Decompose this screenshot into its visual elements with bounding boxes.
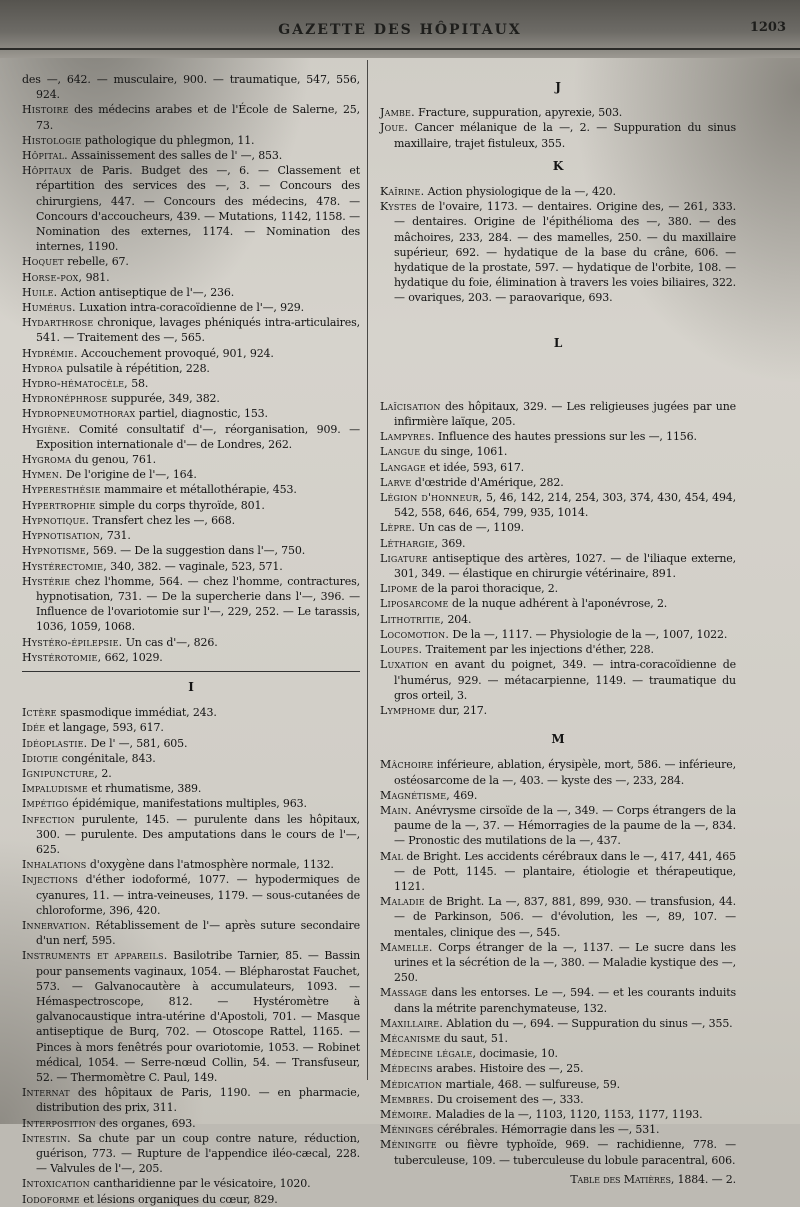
page-number: 1203 [749, 20, 786, 35]
index-entry [22, 736, 360, 751]
index-entry-text: épidémique, manifestations multiples, 963. [72, 797, 307, 811]
index-entry [380, 803, 736, 849]
index-entry [22, 315, 360, 345]
index-entry-text: Luxation intra-coracoïdienne de l'—, 929. [79, 301, 304, 315]
index-entry-heading: Langue [380, 445, 421, 459]
index-entry [380, 596, 736, 611]
index-entry [380, 536, 736, 551]
index-entry-heading: Luxation [380, 658, 429, 672]
index-entry-text: cantharidienne par le vésicatoire, 1020. [93, 1177, 311, 1191]
left-column [22, 72, 360, 1207]
index-entry-heading: Hymen. [22, 468, 63, 482]
index-entry [22, 720, 360, 735]
index-section-k [380, 184, 736, 306]
index-entry-heading: Hygiène. [22, 422, 71, 436]
index-entry-heading: Méninges [380, 1123, 434, 1137]
index-entry [22, 498, 360, 513]
index-entry [380, 199, 736, 305]
index-entry [380, 1061, 736, 1076]
index-entry [380, 627, 736, 642]
index-entry [22, 1116, 360, 1131]
index-entry-text: arabes. Histoire des —, 25. [436, 1062, 584, 1076]
index-entry [380, 940, 736, 986]
index-entry-heading: Médecins [380, 1062, 433, 1076]
index-entry-heading: Jambe. [380, 106, 415, 120]
index-entry [22, 650, 360, 665]
index-entry-text: de l'ovaire, 1173. — dentaires. Origine des, — 261, 333. — dentaires. Origine de l'épithélioma des —, 380. — des mâchoires, 233, 284. — des mamelles, 250. — du maxillaire supérieur, 692. — hydatique de la base du crâne, 606. — hydatique de la prostate, 597. — hydatique de l'orbite, 108. — hydatique du foie, élimination à travers les voies biliaires, 322. — ovariques, 203. — paraovarique, 693. [394, 200, 736, 305]
index-entry-text: rebelle, 67. [67, 255, 129, 269]
index-entry-text: Comité consultatif d'—, réorganisation, 909. — Exposition internationale d'— de Londres, 262. [36, 422, 360, 451]
index-entry [380, 475, 736, 490]
index-entry-heading: Larve [380, 475, 412, 489]
index-entry-text: Rétablissement de l'— après suture secondaire d'un nerf, 595. [36, 918, 360, 948]
index-entry-heading: Interposition [22, 1116, 96, 1130]
index-entry [22, 635, 360, 650]
index-entry-text: simple du corps thyroïde, 801. [99, 498, 265, 512]
index-entry [22, 482, 360, 497]
index-entry-text: d'œstride d'Amérique, 282. [414, 475, 564, 489]
index-entry [22, 102, 360, 132]
index-entry-text: Sa chute par un coup contre nature, réduction, guérison, 773. — Rupture de l'appendice iléo-cæcal, 228. — Valvules de l'—, 205. [36, 1131, 360, 1176]
index-entry-text: et lésions organiques du cœur, 829. [83, 1192, 278, 1206]
index-entry-text: chez l'homme, 564. — chez l'homme, contractures, hypnotisation, 731. — De la supercherie dans l'—, 396. — Influence de l'ovariotomie sur l'—, 229, 252. — Le tarassis, 1036, 1059, 1068. [36, 574, 360, 634]
index-entry-heading: Hydro-hématocèle, [22, 377, 128, 391]
index-entry-text: suppurée, 349, 382. [110, 392, 220, 406]
index-entry-text: de Bright. Les accidents cérébraux dans le —, 417, 441, 465 — de Pott, 1145. — plantaire, étiologie et thérapeutique, 1121. [394, 849, 736, 893]
index-entry-heading: Horse-pox, [22, 270, 83, 284]
index-entry-text: chronique, lavages phéniqués intra-articulaires, 541. — Traitement des —, 565. [36, 316, 360, 345]
index-entry-heading: Histologie [22, 133, 82, 147]
section-letter-i: I [188, 679, 194, 694]
index-entry-text: 662, 1029. [104, 650, 163, 664]
index-entry-heading: Magnétisme, [380, 788, 450, 802]
header-rule [0, 48, 800, 50]
index-entry [380, 849, 736, 895]
index-entry-heading: Intoxication [22, 1177, 90, 1191]
index-entry [380, 1016, 736, 1031]
index-entry-heading: Mâchoire [380, 758, 434, 772]
index-entry-heading: Légion d'honneur, [380, 491, 483, 505]
index-entry-heading: Hypnotisme, [22, 544, 90, 558]
index-entry-heading: Iodoforme [22, 1192, 80, 1206]
index-entry [380, 1122, 736, 1137]
index-entry-heading: Mamelle. [380, 940, 433, 954]
index-entry [380, 985, 736, 1015]
index-entry-heading: Lampyres. [380, 430, 435, 444]
index-entry [380, 757, 736, 787]
index-entry [22, 872, 360, 918]
index-entry-text: et langage, 593, 617. [48, 721, 164, 735]
index-entry-text: partiel, diagnostic, 153. [138, 407, 268, 421]
index-entry-heading: Mal [380, 849, 403, 863]
index-entry-text: et idée, 593, 617. [429, 460, 525, 474]
index-entry [22, 163, 360, 254]
index-entry [380, 551, 736, 581]
index-entry-text: 369. [441, 536, 466, 550]
index-entry [380, 460, 736, 475]
index-entry [22, 857, 360, 872]
index-entry-text: Maladies de la —, 1103, 1120, 1153, 1177, 1193. [435, 1107, 703, 1121]
index-entry-text: 340, 382. — vaginale, 523, 571. [110, 559, 283, 573]
index-entry-text: De la —, 1117. — Physiologie de la —, 1007, 1022. [452, 627, 728, 641]
index-entry [380, 490, 736, 520]
index-entry-text: docimasie, 10. [479, 1047, 558, 1061]
index-entry-heading: Lipome [380, 582, 418, 596]
index-entry-heading: Hôpital. [22, 149, 68, 163]
index-entry [22, 751, 360, 766]
index-entry-text: 731. [106, 529, 131, 543]
index-entry [22, 812, 360, 858]
index-entry [380, 1046, 736, 1061]
index-entry-heading: Hystéro-épilepsie. [22, 635, 123, 649]
index-entry-text: d'oxygène dans l'atmosphère normale, 1132. [89, 858, 334, 872]
index-entry-heading: Maxillaire. [380, 1016, 444, 1030]
index-entry [22, 796, 360, 811]
index-entry [22, 528, 360, 543]
index-entry-text: Accouchement provoqué, 901, 924. [81, 346, 274, 360]
index-entry-heading: Impaludisme [22, 782, 88, 796]
table-of-contents-note: Table des Matières, 1884. — 2. [570, 1172, 736, 1186]
right-column [380, 72, 736, 1187]
index-entry [22, 361, 360, 376]
index-entry [22, 467, 360, 482]
index-entry [380, 105, 736, 120]
index-entry-heading: Histoire [22, 103, 69, 117]
index-entry-text: du singe, 1061. [423, 445, 508, 459]
index-entry-heading: Internat [22, 1086, 70, 1100]
index-entry [22, 513, 360, 528]
index-entry [380, 1092, 736, 1107]
index-entry-heading: Hydropneumothorax [22, 407, 136, 421]
index-entry [22, 1176, 360, 1191]
section-letter-l: L [553, 335, 563, 350]
index-entry-heading: Lymphome [380, 703, 436, 717]
index-entry-text: Du croisement des —, 333. [436, 1092, 584, 1106]
index-entry [380, 1031, 736, 1046]
index-entry-text: Cancer mélanique de la —, 2. — Suppuration du sinus maxillaire, trajet fistuleux, 355. [394, 121, 736, 150]
index-entry-text: pulsatile à répétition, 228. [66, 361, 210, 375]
index-entry [380, 703, 736, 718]
index-entry-text: Basilotribe Tarnier, 85. — Bassin pour pansements vaginaux, 1054. — Blépharostat Fauchet, 573. — Galvanocautère à accumulateurs, 1093. — Hémaspectroscope, 812. — Hystéromètre à galvanocaustique intra-utérine d'Apostoli, 701. — Masque antiseptique de Burq, 702. — Otoscope Rattel, 1165. — Pinces à mors fenêtrés pour ovariotomie, 1053. — Robinet médical, 1054. — Serre-nœud Collin, 54. — Transfuseur, 52. — Thermomètre C. Paul, 149. [36, 949, 360, 1084]
index-entry-text: de Paris. Budget des —, 6. — Classement et répartition des services des —, 3. — Concours des chirurgiens, 447. — Concours des médecins, 478. — Concours d'accoucheurs, 439. — Mutations, 1142, 1158. — Nomination des externes, 1174. — Nomination des internes, 1190. [36, 164, 360, 254]
index-entry [22, 72, 360, 102]
index-entry-text: cérébrales. Hémorragie dans les —, 531. [436, 1123, 660, 1137]
index-entry-text: ou fièvre typhoïde, 969. — rachidienne, 778. — tuberculeuse, 109. — tuberculeuse du lobule paracentral, 606. [394, 1138, 736, 1167]
index-entry [22, 270, 360, 285]
index-entry-text: du genou, 761. [74, 453, 156, 467]
index-entry-heading: Hypnotique. [22, 513, 90, 527]
index-entry-heading: Hyperesthésie [22, 483, 101, 497]
index-entry-heading: Léthargie, [380, 536, 439, 550]
index-entry [22, 1192, 360, 1207]
index-entry-text: Ablation du —, 694. — Suppuration du sinus —, 355. [446, 1016, 733, 1030]
index-entry-heading: Hystérotomie, [22, 650, 102, 664]
index-entry-heading: Intestin. [22, 1131, 71, 1145]
index-entry [380, 657, 736, 703]
index-entry [22, 574, 360, 635]
index-entry-heading: Liposarcome [380, 597, 449, 611]
index-entry [380, 120, 736, 150]
index-entry-heading: Hystérie [22, 574, 71, 588]
index-entry-heading: Massage [380, 986, 428, 1000]
index-entry-text: 2. [101, 766, 112, 780]
index-entry-heading: Hydrémie. [22, 346, 78, 360]
index-entry-heading: Hygroma [22, 453, 72, 467]
index-entry-text: des médecins arabes et de l'École de Salerne, 25, 73. [36, 103, 360, 132]
index-entry-heading: Loupes. [380, 643, 423, 657]
index-entry-heading: Injections [22, 873, 79, 887]
index-entry [380, 612, 736, 627]
index-entry [380, 1077, 736, 1092]
index-entry-text: Corps étranger de la —, 1137. — Le sucre dans les urines et la sécrétion de la —, 380. — Maladie kystique des —, 250. [394, 940, 736, 985]
index-entry-text: martiale, 468. — sulfureuse, 59. [445, 1077, 620, 1091]
index-entry-heading: Infection [22, 812, 75, 826]
index-entry-heading: Hydarthrose [22, 316, 94, 330]
index-entry-heading: Idéoplastie. [22, 736, 88, 750]
index-entry-heading: Ictère [22, 706, 57, 720]
index-entry-text: des —, 642. — musculaire, 900. — traumatique, 547, 556, 924. [22, 73, 360, 102]
index-section-l [380, 399, 736, 718]
index-entry-heading: Médecine légale, [380, 1047, 477, 1061]
index-entry-heading: Hydroa [22, 361, 63, 375]
index-entry [22, 300, 360, 315]
index-entry-heading: Kaïrine. [380, 185, 425, 199]
index-entry-text: mammaire et métallothérapie, 453. [104, 483, 297, 497]
index-entry-heading: Main. [380, 803, 412, 817]
index-entry-text: Transfert chez les —, 668. [92, 513, 235, 527]
column-divider [367, 60, 368, 1080]
index-entry [22, 948, 360, 1085]
index-entry [22, 285, 360, 300]
index-entry [22, 766, 360, 781]
index-entry-text: Action antiseptique de l'—, 236. [60, 285, 235, 299]
index-entry [22, 391, 360, 406]
index-entry [380, 1107, 736, 1122]
index-entry-heading: Hystérectomie, [22, 559, 107, 573]
index-entry-heading: Joue. [380, 121, 409, 135]
index-entry [22, 1131, 360, 1177]
index-entry-text: Traitement par les injections d'éther, 228. [425, 643, 654, 657]
section-letter-m: M [551, 732, 565, 747]
index-entry-text: Anévrysme cirsoïde de la —, 349. — Corps étrangers de la paume de la —, 37. — Hémorragies de la paume de la —, 834. — Pronostic des mutilations de la —, 437. [394, 803, 736, 848]
index-entry-text: des organes, 693. [99, 1116, 196, 1130]
index-entry-heading: Lithotritie, [380, 612, 445, 626]
index-entry-heading: Huile. [22, 285, 58, 299]
index-entry [22, 705, 360, 720]
index-entry-heading: Kystes [380, 200, 417, 214]
index-section-m [380, 757, 736, 1167]
index-entry-heading: Lèpre. [380, 521, 416, 535]
index-entry-text: purulente, 145. — purulente dans les hôpitaux, 300. — purulente. Des amputations dans le cours de l'—, 625. [36, 812, 360, 856]
index-entry-text: 469. [453, 788, 478, 802]
index-entry-heading: Instruments et appareils. [22, 949, 168, 963]
index-entry [22, 1085, 360, 1115]
index-entry [22, 406, 360, 421]
index-entry-text: en avant du poignet, 349. — intra-coracoïdienne de l'humérus, 929. — métacarpienne, 1149. — traumatique du gros orteil, 3. [394, 658, 736, 702]
index-entry [380, 788, 736, 803]
index-entry-heading: Membres. [380, 1092, 434, 1106]
index-entry [22, 559, 360, 574]
index-entry-heading: Maladie [380, 895, 425, 909]
index-entry [380, 399, 736, 429]
index-entry-text: 58. [131, 377, 149, 391]
section-gap [380, 361, 736, 399]
index-entry [22, 422, 360, 452]
index-entry-heading: Ignipuncture, [22, 766, 99, 780]
index-entry-text: 981. [85, 270, 110, 284]
index-entry [22, 543, 360, 558]
index-entry-text: Influence des hautes pressions sur les —, 1156. [437, 430, 697, 444]
section-letter-k: K [552, 158, 564, 173]
index-entry-text: 5, 46, 142, 214, 254, 303, 374, 430, 454, 494, 542, 558, 646, 654, 799, 935, 1014. [394, 491, 736, 520]
index-entry-text: congénitale, 843. [61, 751, 156, 765]
index-entry [22, 452, 360, 467]
index-entry-heading: Langage [380, 460, 426, 474]
index-entry [22, 133, 360, 148]
index-entry-text: de Bright. La —, 837, 881, 899, 930. — transfusion, 44. — de Parkinson, 506. — d'évolution, les —, 89, 107. — mentales, clinique des —, 545. [394, 895, 736, 939]
index-entry-heading: Laïcisation [380, 399, 441, 413]
index-entry-text: du saut, 51. [443, 1031, 508, 1045]
page-header [0, 0, 800, 58]
journal-title: GAZETTE DES HÔPITAUX [278, 22, 522, 38]
index-entry-text: 204. [447, 612, 472, 626]
index-entry-heading: Mémoire. [380, 1107, 432, 1121]
index-entry-heading: Innervation. [22, 918, 91, 932]
index-entry-text: Un cas d'—, 826. [125, 635, 218, 649]
index-entry-text: dans les entorses. Le —, 594. — et les courants induits dans la métrite parenchymateuse, 132. [394, 986, 736, 1015]
section-letter-j: J [555, 80, 561, 94]
index-section-i [22, 705, 360, 1207]
index-entry-text: de la paroi thoracique, 2. [421, 582, 558, 596]
index-entry-heading: Locomotion. [380, 627, 450, 641]
index-entry [380, 444, 736, 459]
index-entry-heading: Hôpitaux [22, 164, 72, 178]
index-entry-heading: Hoquet [22, 255, 64, 269]
index-entry-text: Assainissement des salles de l' —, 853. [71, 149, 283, 163]
index-entry-text: pathologique du phlegmon, 11. [84, 133, 255, 147]
index-entry-text: De l'origine de l'—, 164. [65, 468, 197, 482]
index-entry [22, 346, 360, 361]
index-entry-text: Fracture, suppuration, apyrexie, 503. [418, 106, 623, 120]
index-entry-text: 569. — De la suggestion dans l'—, 750. [92, 544, 306, 558]
index-entry-heading: Inhalations [22, 858, 87, 872]
index-entry [380, 1137, 736, 1167]
index-entry-heading: Impétigo [22, 797, 69, 811]
index-section-j [380, 105, 736, 151]
index-entry [380, 642, 736, 657]
index-entry-heading: Mécanisme [380, 1031, 441, 1045]
index-entry-text: Action physiologique de la —, 420. [427, 185, 616, 199]
index-entry-text: spasmodique immédiat, 243. [60, 706, 217, 720]
index-entry-text: et rhumatisme, 389. [91, 782, 202, 796]
index-entry [22, 254, 360, 269]
index-entry [22, 781, 360, 796]
index-entry [22, 918, 360, 948]
index-entry-heading: Ligature [380, 551, 428, 565]
index-entry [22, 148, 360, 163]
index-entry-heading: Idée [22, 721, 46, 735]
index-entry-heading: Hydronéphrose [22, 392, 108, 406]
index-entry-text: De l' —, 581, 605. [90, 736, 188, 750]
index-entry [380, 429, 736, 444]
index-entry-text: des hôpitaux de Paris, 1190. — en pharmacie, distribution des prix, 311. [36, 1086, 360, 1115]
index-entry-text: d'éther iodoformé, 1077. — hypodermiques de cyanures, 11. — intra-veineuses, 1179. — sous-cutanées de chloroforme, 396, 420. [36, 873, 360, 917]
index-entry [22, 376, 360, 391]
index-entry-text: inférieure, ablation, érysipèle, mort, 586. — inférieure, ostéosarcome de la —, 403. — kyste des —, 233, 284. [394, 758, 736, 787]
index-entry-text: antiseptique des artères, 1027. — de l'iliaque externe, 301, 349. — élastique en chirurgie vétérinaire, 891. [394, 551, 736, 581]
section-rule [22, 671, 360, 672]
index-entry [380, 581, 736, 596]
index-entry [380, 184, 736, 199]
index-entry-heading: Méningite [380, 1138, 437, 1152]
index-entry [380, 894, 736, 940]
index-entry-heading: Humérus. [22, 301, 76, 315]
index-entry-heading: Hypnotisation, [22, 529, 104, 543]
index-entry-text: dur, 217. [438, 703, 487, 717]
index-section-h [22, 72, 360, 665]
index-entry-text: des hôpitaux, 329. — Les religieuses jugées par une infirmière laïque, 205. [394, 399, 736, 429]
index-entry-heading: Médication [380, 1077, 443, 1091]
index-entry-text: Un cas de —, 1109. [418, 521, 524, 535]
index-entry-heading: Idiotie [22, 751, 59, 765]
index-entry-heading: Hypertrophie [22, 498, 96, 512]
index-entry [380, 520, 736, 535]
index-entry-text: de la nuque adhérent à l'aponévrose, 2. [451, 597, 668, 611]
